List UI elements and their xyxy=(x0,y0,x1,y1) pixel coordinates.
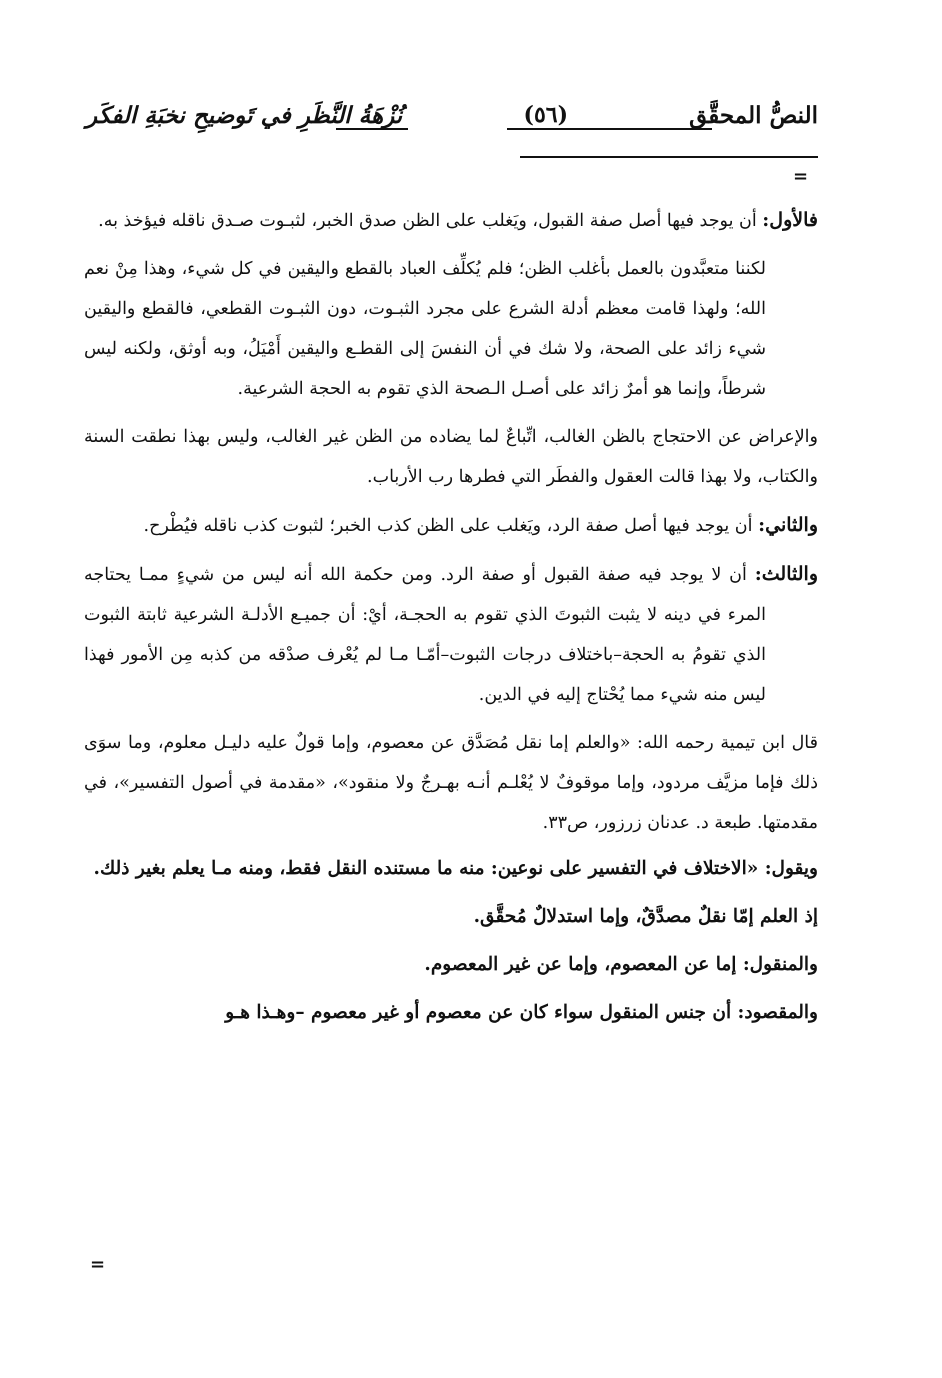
paragraph-second xyxy=(84,505,818,546)
page-number: (٥٦) xyxy=(523,102,568,128)
text-body xyxy=(84,200,818,1041)
paragraph-third xyxy=(84,554,818,715)
paragraph-text: أن لا يوجد فيه صفة القبول أو صفة الرد. ومن حكمة الله أنه ليس من شيءٍ ممـا يحتاجه المرء في دينه لا يثبت الثبوتَ الذي تقوم به الحجـة، أيْ: أن جميـع الأدلـة الشرعية ثابتة الثبوت الذي تقومُ به الحجة–باختلاف درجات الثبوت–أمّـا مـا لم يُعْرف صدْقه من كذبه مِن الأمور فهذا ليس منه شيء مما يُحْتاج إليه في الدين. xyxy=(84,565,766,705)
paragraph xyxy=(84,417,818,497)
continuation-mark-bottom: = xyxy=(90,1254,106,1275)
paragraph-label: فالأول: xyxy=(762,209,818,231)
paragraph-bold xyxy=(84,945,818,985)
continuation-mark-top: = xyxy=(793,166,809,187)
section-label: النصُّ المحقَّق xyxy=(689,102,818,129)
book-title: نُزْهَةُ النَّظَرِ في تَوضيحِ نخبَةِ الفكَر xyxy=(86,102,403,129)
header-dash-line xyxy=(336,128,408,130)
paragraph-label: والثالث: xyxy=(754,563,818,585)
paragraph-label: والثاني: xyxy=(758,514,818,536)
paragraph-text: ويقول: «الاختلاف في التفسير على نوعين: منه ما مستنده النقل فقط، ومنه مـا يعلم بغير ذلك. xyxy=(93,858,818,879)
paragraph-quote xyxy=(84,723,818,843)
paragraph-text: لكننا متعبَّدون بالعمل بأغلب الظن؛ فلم يُكلِّف العباد بالقطع واليقين في كل شيء، وهذا مِنْ نعم الله؛ ولهذا قامت معظم أدلة الشرع على مجرد الثبـوت، دون الثبـوت القطعي، فالقطع واليقين شيء زائد على الصحة، ولا شك في أن النفسَ إلى القطـع واليقين أَمْيَلُ، وبه أوثق، ولكنه ليس شرطاً، وإنما هو أمرٌ زائد على أصـل الـصحة الذي تقوم به الحجة الشرعية. xyxy=(84,259,766,399)
paragraph-text: والمنقول: إما عن المعصوم، وإما عن غير المعصوم. xyxy=(424,954,818,975)
paragraph-text: إذ العلم إمّا نقلٌ مصدَّقٌ، وإما استدلالٌ مُحقَّق. xyxy=(473,906,818,927)
paragraph-text: أن يوجد فيها أصل صفة القبول، ويَغلب على الظن صدق الخبر، لثبـوت صـدق ناقله فيؤخذ به. xyxy=(98,211,763,231)
paragraph-first xyxy=(84,200,818,241)
header-dash-line xyxy=(507,128,712,130)
paragraph-bold xyxy=(84,849,818,889)
paragraph-bold xyxy=(84,993,818,1033)
paragraph-text: قال ابن تيمية رحمه الله: «والعلم إما نقل مُصَدَّق عن معصوم، وإما قولٌ عليه دليـل معلوم، وما سوَى ذلك فإما مزيَّف مردود، وإما موقوفٌ لا يُعْلـم أنـه بهـرجٌ ولا منقود»، «مقدمة في أصول التفسير»، في مقدمتها. طبعة د. عدنان زرزور، ص٣٣. xyxy=(84,733,818,833)
paragraph-text: أن يوجد فيها أصل صفة الرد، ويَغلب على الظن كذب الخبر؛ لثبوت كذب ناقله فيُطْرح. xyxy=(143,516,759,536)
paragraph xyxy=(84,249,818,409)
paragraph-text: والإعراض عن الاحتجاج بالظن الغالب، اتِّباعٌ لما يضاده من الظن غير الغالب، وليس بهذا نطقت السنة والكتاب، ولا بهذا قالت العقول والفطَر التي فطرها رب الأرباب. xyxy=(84,427,818,487)
paragraph-bold xyxy=(84,897,818,937)
running-header xyxy=(86,102,818,146)
header-rule xyxy=(520,156,818,158)
paragraph-text: والمقصود: أن جنس المنقول سواء كان عن معصوم أو غير معصوم –وهـذا هـو xyxy=(225,1002,818,1023)
